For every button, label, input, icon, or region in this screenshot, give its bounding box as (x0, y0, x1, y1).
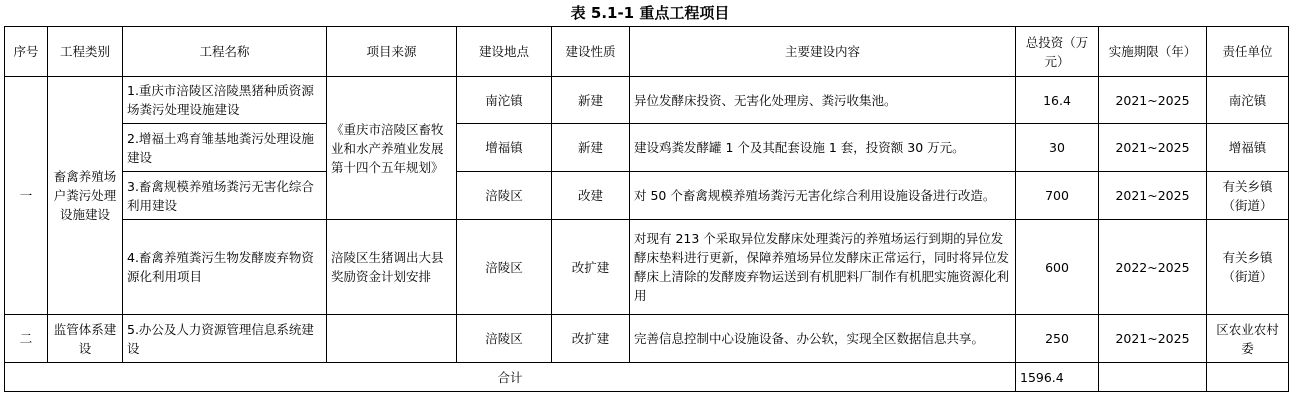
project-period: 2021~2025 (1099, 315, 1207, 363)
group-seq: 二 (5, 315, 48, 363)
project-location: 南沱镇 (457, 77, 552, 124)
total-unit-empty (1207, 363, 1289, 392)
header-investment: 总投资（万元） (1016, 27, 1099, 77)
project-content: 建设鸡粪发酵罐 1 个及其配套设施 1 套，投资额 30 万元。 (630, 124, 1016, 172)
project-period: 2021~2025 (1099, 124, 1207, 172)
header-content: 主要建设内容 (630, 27, 1016, 77)
project-investment: 16.4 (1016, 77, 1099, 124)
project-investment: 250 (1016, 315, 1099, 363)
project-name: 2.增福土鸡育雏基地粪污处理设施建设 (123, 124, 327, 172)
project-unit: 区农业农村委 (1207, 315, 1289, 363)
project-source: 《重庆市涪陵区畜牧业和水产养殖业发展第十四个五年规划》 (327, 77, 457, 220)
project-content: 对现有 213 个采取异位发酵床处理粪污的养殖场运行到期的异位发酵床垫料进行更新，保障养殖场异位发酵床正常运行，同时将异位发酵床上清除的发酵废弃物运送到有机肥料厂制作有机肥实施资源化利用 (630, 220, 1016, 315)
table-title: 表 5.1-1 重点工程项目 (570, 4, 730, 22)
project-content: 完善信息控制中心设施设备、办公软，实现全区数据信息共享。 (630, 315, 1016, 363)
project-unit: 有关乡镇（街道） (1207, 220, 1289, 315)
project-unit: 有关乡镇（街道） (1207, 172, 1289, 220)
table-row (5, 172, 1289, 220)
project-period: 2021~2025 (1099, 172, 1207, 220)
project-content: 对 50 个畜禽规模养殖场粪污无害化综合利用设施设备进行改造。 (630, 172, 1016, 220)
total-period-empty (1099, 363, 1207, 392)
table-row (5, 124, 1289, 172)
project-period: 2021~2025 (1099, 77, 1207, 124)
project-period: 2022~2025 (1099, 220, 1207, 315)
table-row (5, 220, 1289, 315)
header-unit: 责任单位 (1207, 27, 1289, 77)
project-nature: 改扩建 (552, 220, 630, 315)
project-nature: 新建 (552, 124, 630, 172)
project-source: 涪陵区生猪调出大县奖励资金计划安排 (327, 220, 457, 315)
project-location: 增福镇 (457, 124, 552, 172)
header-nature: 建设性质 (552, 27, 630, 77)
project-investment: 700 (1016, 172, 1099, 220)
group-seq: 一 (5, 77, 48, 315)
project-investment: 30 (1016, 124, 1099, 172)
header-source: 项目来源 (327, 27, 457, 77)
header-seq: 序号 (5, 27, 48, 77)
project-name: 4.畜禽养殖粪污生物发酵废弃物资源化利用项目 (123, 220, 327, 315)
header-name: 工程名称 (123, 27, 327, 77)
project-location: 涪陵区 (457, 172, 552, 220)
project-content: 异位发酵床投资、无害化处理房、粪污收集池。 (630, 77, 1016, 124)
project-unit: 增福镇 (1207, 124, 1289, 172)
header-period: 实施期限（年） (1099, 27, 1207, 77)
project-nature: 改建 (552, 172, 630, 220)
project-unit: 南沱镇 (1207, 77, 1289, 124)
project-location: 涪陵区 (457, 315, 552, 363)
project-name: 1.重庆市涪陵区涪陵黑猪种质资源场粪污处理设施建设 (123, 77, 327, 124)
header-row (5, 27, 1289, 77)
key-projects-table (4, 26, 1289, 392)
total-investment: 1596.4 (1016, 363, 1099, 392)
project-investment: 600 (1016, 220, 1099, 315)
project-nature: 新建 (552, 77, 630, 124)
header-category: 工程类别 (48, 27, 123, 77)
table-row (5, 77, 1289, 124)
group-category: 监管体系建设 (48, 315, 123, 363)
group-category: 畜禽养殖场户粪污处理设施建设 (48, 77, 123, 315)
project-nature: 改扩建 (552, 315, 630, 363)
project-name: 3.畜禽规模养殖场粪污无害化综合利用建设 (123, 172, 327, 220)
table-row (5, 315, 1289, 363)
project-name: 5.办公及人力资源管理信息系统建设 (123, 315, 327, 363)
project-location: 涪陵区 (457, 220, 552, 315)
total-row (5, 363, 1289, 392)
header-location: 建设地点 (457, 27, 552, 77)
project-source (327, 315, 457, 363)
total-label: 合计 (5, 363, 1016, 392)
